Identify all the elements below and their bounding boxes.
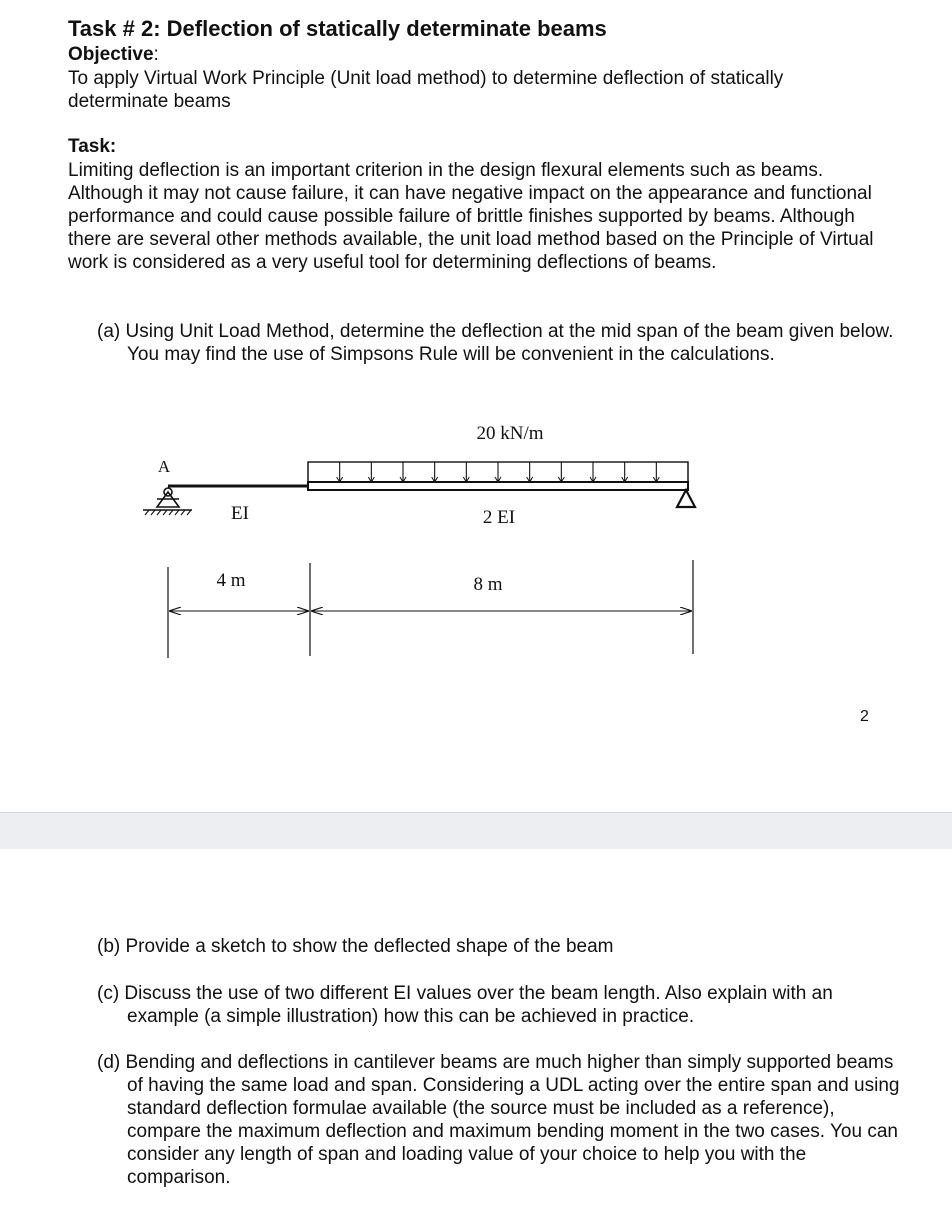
objective-heading: Objective:	[68, 44, 159, 65]
roller-support	[677, 490, 695, 507]
page-number: 2	[860, 708, 869, 725]
part-d-text: (d) Bending and deflections in cantilever beams are much higher than simply supported beams of having the same load and span. Considering a UDL acting over the entire span and using standard deflection formulae available (the source must be included as a reference), compare the maximum deflection and maximum bending moment in the two cases. You can consider any length of span and loading value of your choice to help you with the comparison.	[97, 1052, 900, 1188]
task-heading: Task:	[68, 136, 117, 157]
support-a-label: A	[157, 457, 171, 476]
pin-support-a	[143, 488, 192, 515]
stiffness-label-2ei: 2 EI	[482, 507, 516, 528]
page-title: Task # 2: Deflection of statically determinate beams	[68, 16, 607, 41]
part-b-text: (b) Provide a sketch to show the deflected shape of the beam	[97, 936, 614, 957]
task-text: Limiting deflection is an important criterion in the design flexural elements such as beams. Although it may not cause failure, it can have negative impact on the appearance and functional performance and could cause possible failure of brittle finishes supported by beams. Although there are several other methods available, the unit load method based on the Principle of Virtual work is considered as a very useful tool for determining deflections of beams.	[68, 160, 874, 273]
stiffness-label-ei: EI	[231, 503, 249, 524]
document-page-2	[0, 849, 952, 1210]
beam-segment-2ei	[308, 482, 688, 490]
objective-text: To apply Virtual Work Principle (Unit load method) to determine deflection of statically determinate beams	[68, 68, 784, 112]
udl-label: 20 kN/m	[476, 423, 544, 444]
part-c-text: (c) Discuss the use of two different EI values over the beam length. Also explain with an example (a simple illustration) how this can be achieved in practice.	[97, 983, 833, 1027]
udl-load	[308, 462, 688, 482]
dimension-label-4m: 4 m	[216, 570, 246, 591]
dimension-label-8m: 8 m	[473, 574, 503, 595]
part-a-text: (a) Using Unit Load Method, determine the deflection at the mid span of the beam given below. You may find the use of Simpsons Rule will be convenient in the calculations.	[97, 321, 894, 365]
page-separator	[0, 812, 952, 850]
